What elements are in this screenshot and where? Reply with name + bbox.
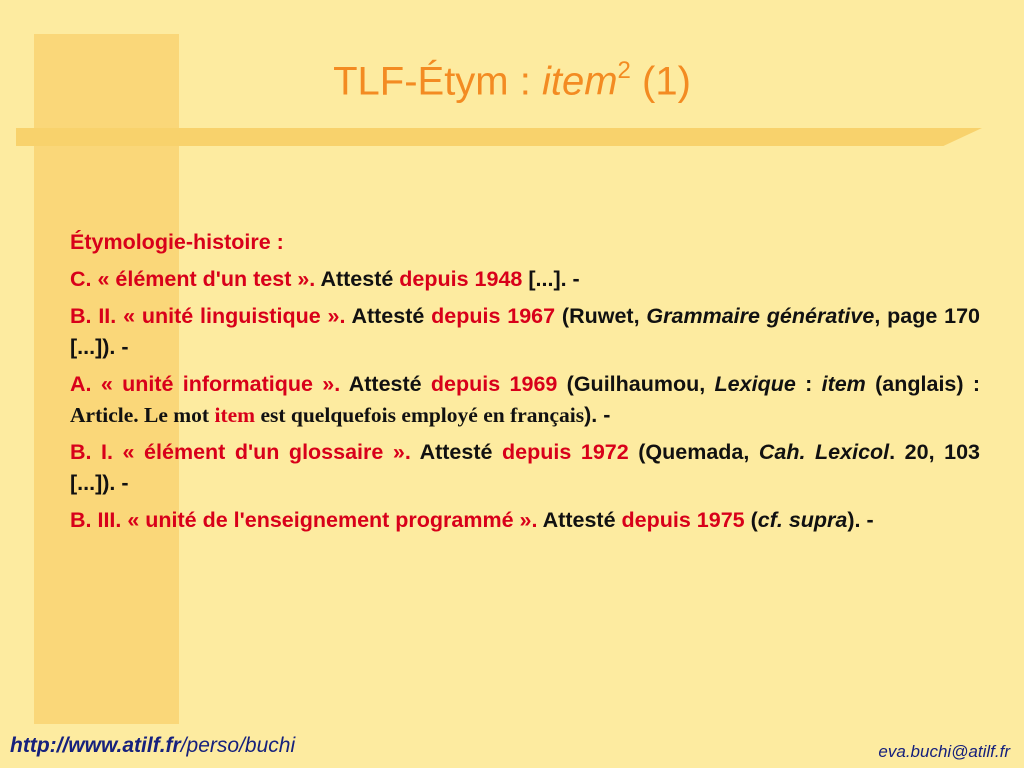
entry-b2-source: (Ruwet, — [555, 304, 647, 328]
entry-b1-source-tail: . 20, 103 [...]). - — [70, 440, 980, 495]
entry-b1-attested: Attesté — [410, 440, 503, 464]
section-heading: Étymologie-histoire : — [70, 230, 284, 254]
entry-b2 — [70, 301, 980, 363]
entry-a-quote: Article. Le mot — [70, 403, 215, 427]
entry-b1-source: (Quemada, — [628, 440, 759, 464]
entry-b3-sense: B. III. « unité de l'enseignement programmé ». — [70, 508, 538, 532]
entry-b2-attested: Attesté — [345, 304, 432, 328]
entry-b1 — [70, 437, 980, 499]
footer-url-link[interactable] — [10, 734, 295, 758]
entry-b3-source-title: cf. supra — [757, 508, 848, 532]
entry-b3-source-tail: ). - — [847, 508, 874, 532]
entry-a-end: ). - — [584, 403, 611, 427]
entry-c-attested: Attesté — [315, 267, 400, 291]
entry-b2-source-title: Grammaire générative — [646, 304, 875, 328]
title-prefix: TLF-Étym : — [333, 59, 542, 104]
entry-a-date: depuis 1969 — [430, 372, 558, 396]
entry-c-tail: [...]. - — [522, 267, 580, 291]
entry-b1-sense: B. I. « élément d'un glossaire ». — [70, 440, 411, 464]
entry-a-quote-tail: est quelquefois employé en français — [255, 403, 585, 427]
entry-c-sense: C. « élément d'un test ». — [70, 267, 316, 291]
title-superscript: 2 — [617, 57, 631, 84]
footer-url-domain: http://www.atilf.fr — [10, 734, 181, 757]
entry-b1-date: depuis 1972 — [502, 440, 629, 464]
entry-b2-source-tail: , page 170 [...]). - — [70, 304, 981, 359]
footer-email-link[interactable]: eva.buchi@atilf.fr — [878, 742, 1010, 761]
entry-b3-attested: Attesté — [537, 508, 622, 532]
entry-a — [70, 369, 980, 431]
entry-c — [70, 264, 980, 295]
entry-b3 — [70, 505, 980, 536]
slide-body — [70, 227, 980, 542]
entry-b2-sense: B. II. « unité linguistique ». — [70, 304, 346, 328]
entry-b1-source-title: Cah. Lexicol — [758, 440, 890, 464]
entry-a-source: (Guilhaumou, — [557, 372, 715, 396]
entry-a-attested: Attesté — [340, 372, 431, 396]
entry-a-colon: : — [795, 372, 822, 396]
entry-a-anglais: (anglais) : — [865, 372, 981, 396]
slide-title — [0, 48, 1024, 106]
title-word: item — [541, 59, 618, 104]
footer-url-path: /perso/buchi — [180, 734, 296, 757]
entry-b3-source: ( — [744, 508, 758, 532]
title-suffix: (1) — [630, 59, 691, 104]
entry-a-source-title: Lexique — [714, 372, 796, 396]
entry-a-word: item — [821, 372, 866, 396]
decorative-horizontal-bar — [16, 128, 982, 146]
entry-c-date: depuis 1948 — [399, 267, 523, 291]
entry-a-sense: A. « unité informatique ». — [70, 372, 341, 396]
entry-b3-date: depuis 1975 — [621, 508, 745, 532]
entry-b2-date: depuis 1967 — [431, 304, 556, 328]
entry-a-quote-word: item — [214, 403, 256, 427]
